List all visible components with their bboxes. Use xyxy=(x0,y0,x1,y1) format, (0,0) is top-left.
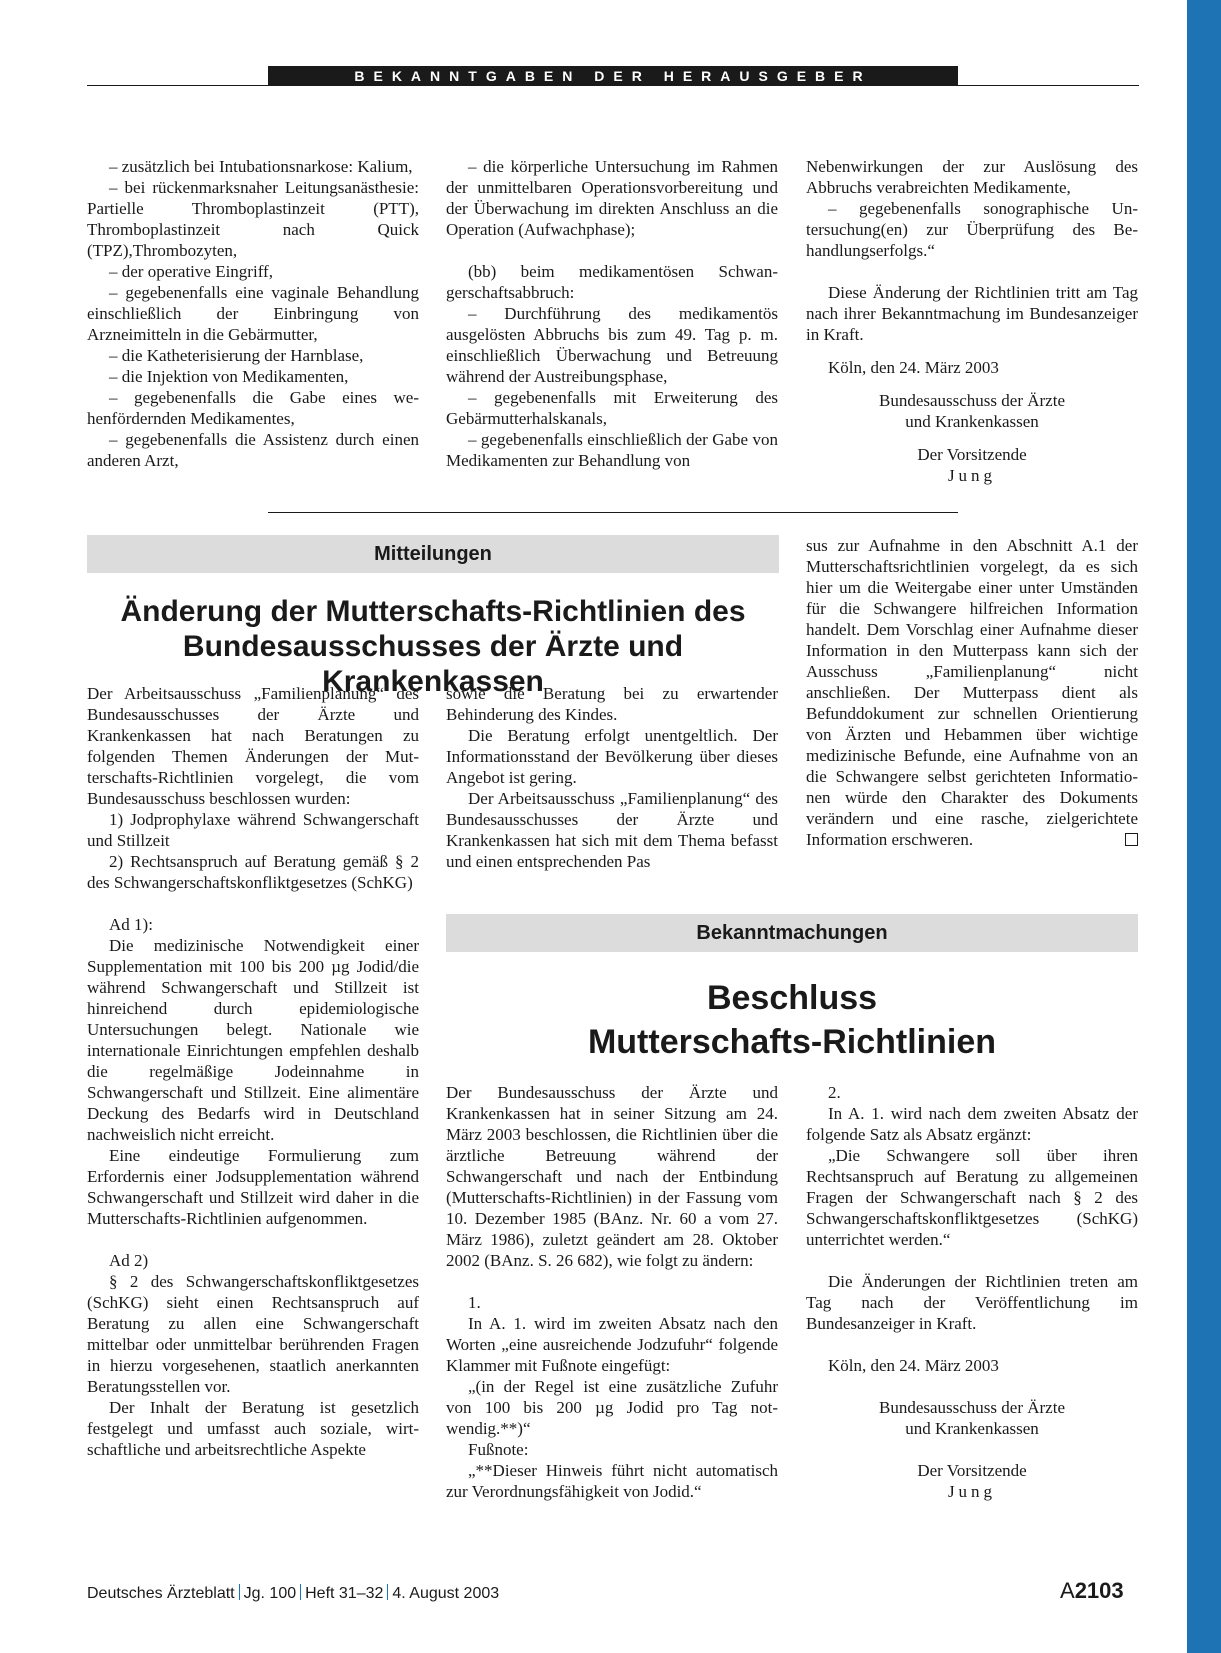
title-line: Mutterschafts-Richtlinien xyxy=(587,1023,997,1061)
title-line: Beschluss xyxy=(706,979,878,1017)
top-col1-item: – bei rückenmarksnaher Leitungsanästhesie: Partielle Thromboplastinzeit (PTT), Thromboplastinzeit nach Quick (TPZ),Thrombozyten, xyxy=(87,178,419,260)
top-col1-item: – gegebenenfalls die Gabe eines wehenfördernden Medikamentes, xyxy=(87,388,419,428)
paragraph: „Die Schwangere soll über ihren Rechtsanspruch auf Beratung zu allgemeinen Fragen der Schwangerschaft nach § 2 des Schwangerschaftskonfliktgesetzes (SchKG) unterrichtet werden.“ xyxy=(806,1146,1138,1249)
org-name-line: Bundesausschuss der Ärzte xyxy=(878,391,1065,410)
top-col2-paragraph: – die körperliche Untersuchung im Rahmen der unmittelbaren Operationsvorbereitung und der Überwachung im direkten Anschluss an die Operation (Aufwachphase); xyxy=(446,157,778,239)
subheading: Ad 1): xyxy=(109,915,153,934)
mitteilungen-section-bar: Mitteilungen xyxy=(87,535,779,573)
numbered-heading: 2. xyxy=(828,1083,841,1102)
top-col3-paragraph: Nebenwirkungen der zur Auslösung des Abbruchs verabreichten Medikamente, xyxy=(806,157,1138,197)
title-line: Änderung der Mutterschafts-Richtlinien des xyxy=(120,595,746,628)
top-col2-paragraph: – gegebenenfalls mit Erweiterung des Gebärmutterhalskanals, xyxy=(446,388,778,428)
list-item: 1) Jodprophylaxe während Schwangerschaft und Stillzeit xyxy=(87,810,419,850)
change-effective-text: Diese Änderung der Richtlinien tritt am Tag nach ihrer Bekanntmachung im Bundesanzeiger in Kraft. xyxy=(806,283,1138,344)
paragraph: Die Änderungen der Richtlinien treten am Tag nach der Veröffentlichung im Bundesanzeiger in Kraft. xyxy=(806,1272,1138,1333)
top-col3-paragraph: – gegebenenfalls sonographische Untersuchung(en) zur Überprüfung des Behandlungserfolgs.“ xyxy=(806,199,1138,260)
chair-name: Jung xyxy=(947,1482,997,1501)
paragraph-text: sus zur Aufnahme in den Abschnitt A.1 der Mutterschaftsrichtlinien vorgelegt, da es sich hier um die Weitergabe einer unter Umständen für die Schwangere hilfreichen Information handelt. Dem Vorschlag einer Aufnahme dieser Information in den Mutterpass kann sich der Ausschuss „Familienplanung“ nicht anschließen. Der Mutterpass dient als Befunddokument zur schnellen Orientierung von Ärzten und Hebammen über wichtige medizinische Befunde, eine Aufnahme von an die Schwangere selbst gerichteten Informationen würde den Charakter des Dokuments verändern und eine rasche, zielgerichtete Information erschweren. xyxy=(806,536,1138,849)
title-line: Bundesausschusses der Ärzte und Krankenkassen xyxy=(182,630,684,698)
chair-title: Der Vorsitzende xyxy=(917,1461,1027,1480)
page-number xyxy=(1060,1578,1124,1604)
subheading: Ad 2) xyxy=(109,1251,149,1270)
paragraph: § 2 des Schwangerschaftskonfliktgesetzes (SchKG) sieht einen Rechtsanspruch auf Beratung zu allen eine Schwangerschaft mittelbar oder unmittelbar berührenden Fragen in hierzu vorgesehenen, staatlich anerkannten Beratungsstellen vor. xyxy=(87,1272,419,1396)
paragraph: Die Beratung erfolgt unentgeltlich. Der Informationsstand der Bevölkerung über dieses Angebot ist gering. xyxy=(446,726,778,787)
place-date: Köln, den 24. März 2003 xyxy=(828,1356,999,1375)
mitteilungen-column-1 xyxy=(87,683,419,1460)
top-col2-paragraph: (bb) beim medikamentösen Schwangerschaftsabbruch: xyxy=(446,262,778,302)
header-rule xyxy=(87,85,1139,86)
top-col2-paragraph: – gegebenenfalls einschließlich der Gabe von Medikamenten zur Behandlung von xyxy=(446,430,778,470)
paragraph: „(in der Regel ist eine zusätzliche Zufuhr von 100 bis 200 µg Jodid pro Tag notwendig.**)“ xyxy=(446,1377,778,1438)
bekanntmachungen-article-title xyxy=(446,976,1138,1064)
top-col2-paragraph: – Durchführung des medikamentös ausgelösten Abbruchs bis zum 49. Tag p. m. einschließlich Überwachung und Betreuung während der Austreibungsphase, xyxy=(446,304,778,386)
org-name-line: und Krankenkassen xyxy=(905,412,1039,431)
issue-date: 4. August 2003 xyxy=(392,1585,500,1602)
footer-separator xyxy=(387,1584,388,1600)
section-divider-rule xyxy=(268,512,958,513)
paragraph: sowie die Beratung bei zu erwartender Behinderung des Kindes. xyxy=(446,684,778,724)
page-footer xyxy=(87,1584,499,1603)
top-column-2 xyxy=(446,156,778,471)
bekanntmachungen-column-2 xyxy=(806,1082,1138,1502)
bekanntmachungen-section-bar: Bekanntmachungen xyxy=(446,914,1138,952)
paragraph: Der Bundesausschuss der Ärzte und Krankenkassen hat in seiner Sitzung am 24. März 2003 beschlossen, die Richtlinien über die ärztliche Betreuung während der Schwangerschaft und nach der Entbindung (Mutterschafts-Richtlinien) in der Fassung vom 10. Dezember 1985 (BAnz. Nr. 60 a vom 27. März 1986), zuletzt geändert am 28. Oktober 2002 (BAnz. S. 26 682), wie folgt zu ändern: xyxy=(446,1083,778,1270)
top-col1-item: – die Katheterisierung der Harnblase, xyxy=(109,346,364,365)
journal-name: Deutsches Ärzteblatt xyxy=(87,1585,235,1602)
top-col1-item: – die Injektion von Medikamenten, xyxy=(109,367,349,386)
paragraph: In A. 1. wird nach dem zweiten Absatz der folgende Satz als Absatz ergänzt: xyxy=(806,1104,1138,1144)
footnote-label: Fußnote: xyxy=(468,1440,529,1459)
page-prefix: A xyxy=(1060,1578,1075,1603)
paragraph: Der Inhalt der Beratung ist gesetzlich festgelegt und umfasst auch soziale, wirtschaftliche und arbeitsrechtliche Aspekte xyxy=(87,1398,419,1459)
chair-title: Der Vorsitzende xyxy=(917,445,1027,464)
footer-separator xyxy=(239,1584,240,1600)
page-number-value: 2103 xyxy=(1074,1578,1124,1603)
numbered-heading: 1. xyxy=(468,1293,481,1312)
list-item: 2) Rechtsanspruch auf Beratung gemäß § 2 des Schwangerschaftskonfliktgesetzes (SchKG) xyxy=(87,852,419,892)
top-column-1 xyxy=(87,156,419,471)
org-name-line: und Krankenkassen xyxy=(905,1419,1039,1438)
top-col1-item: – der operative Eingriff, xyxy=(109,262,273,281)
paragraph: Der Arbeitsausschuss „Familienplanung“ des Bundesausschusses der Ärzte und Krankenkassen hat nach Beratungen zu folgenden Themen Änderungen der Mutterschafts-Richtlinien vorgelegt, die vom Bundesausschuss beschlossen wurden: xyxy=(87,684,419,808)
paragraph: Der Arbeitsausschuss „Familienplanung“ des Bundesausschusses der Ärzte und Krankenkassen hat sich mit dem Thema befasst und einen entsprechenden Pas xyxy=(446,789,778,871)
top-col1-item: – zusätzlich bei Intubationsnarkose: Kalium, xyxy=(109,157,413,176)
chair-name: Jung xyxy=(947,466,997,485)
paragraph: Eine eindeutige Formulierung zum Erfordernis einer Jodsupplementation während Schwangerschaft und Stillzeit wird daher in die Mutterschafts-Richtlinien aufgenommen. xyxy=(87,1146,419,1228)
top-column-3 xyxy=(806,156,1138,486)
mitteilungen-column-3 xyxy=(806,535,1138,850)
end-of-article-box-icon xyxy=(1125,833,1138,846)
paragraph: In A. 1. wird im zweiten Absatz nach den Worten „eine ausreichende Jodzufuhr“ folgende Klammer mit Fußnote eingefügt: xyxy=(446,1314,778,1375)
paragraph: Die medizinische Notwendigkeit einer Supplementation mit 100 bis 200 µg Jodid/die während Schwangerschaft und Stillzeit ist hinreichend durch epidemiologische Untersuchungen belegt. Nationale wie internationale Einrichtungen empfehlen deshalb die regelmäßige Jodeinnahme in Schwangerschaft und Stillzeit. Eine alimentäre Deckung des Bedarfs wird in Deutschland nachweislich nicht erreicht. xyxy=(87,936,419,1144)
top-col1-item: – gegebenenfalls die Assistenz durch einen anderen Arzt, xyxy=(87,430,419,470)
issue: Heft 31–32 xyxy=(305,1585,384,1602)
volume: Jg. 100 xyxy=(243,1585,297,1602)
section-header-band: BEKANNTGABEN DER HERAUSGEBER xyxy=(268,66,958,86)
footer-separator xyxy=(300,1584,301,1600)
paragraph xyxy=(806,535,1138,850)
place-date: Köln, den 24. März 2003 xyxy=(828,358,999,377)
bekanntmachungen-column-1 xyxy=(446,1082,778,1502)
top-col1-item: – gegebenenfalls eine vaginale Behandlung einschließlich der Einbringung von Arzneimitteln in die Gebärmutter, xyxy=(87,283,419,344)
org-name-line: Bundesausschuss der Ärzte xyxy=(878,1398,1065,1417)
blue-edge-bar xyxy=(1187,0,1221,1653)
mitteilungen-column-2 xyxy=(446,683,778,872)
footnote-text: „**Dieser Hinweis führt nicht automatisch zur Verordnungsfähigkeit von Jodid.“ xyxy=(446,1461,778,1501)
